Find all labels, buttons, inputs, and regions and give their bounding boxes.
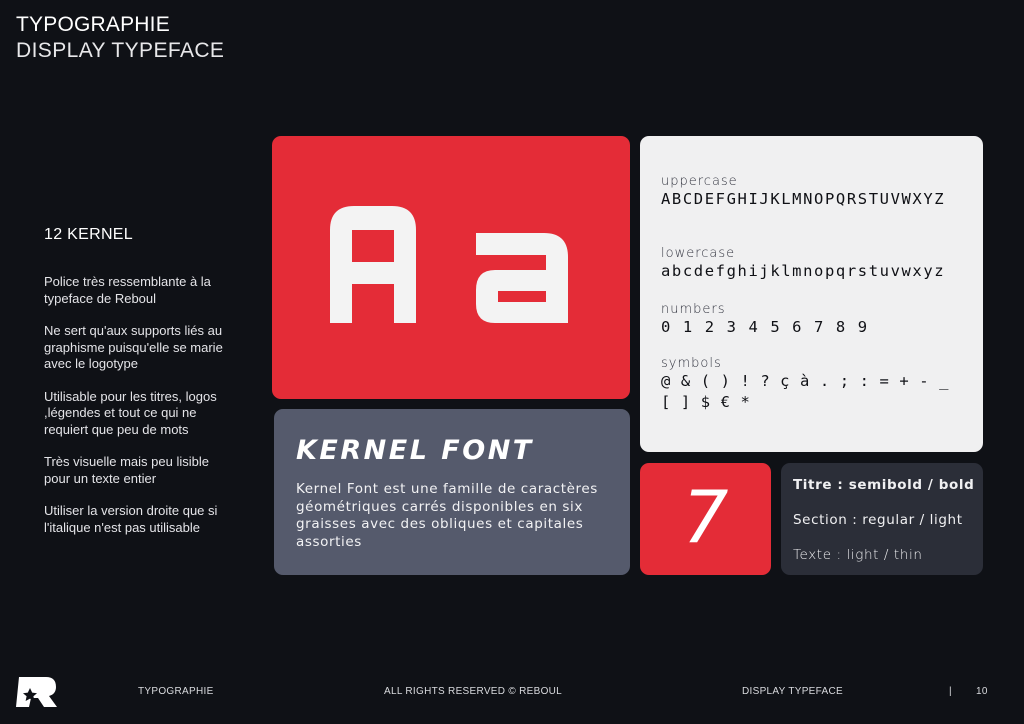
page-title: TYPOGRAPHIE	[16, 13, 170, 36]
numbers-block	[661, 302, 967, 338]
lowercase-block	[661, 246, 967, 282]
reboul-logo-icon	[16, 677, 58, 712]
footer-left: TYPOGRAPHIE	[138, 686, 214, 697]
weights-panel	[781, 463, 983, 575]
specimen-panel	[272, 136, 630, 399]
glyph-set-panel	[640, 136, 983, 452]
lowercase-glyphs: abcdefghijklmnopqrstuvwxyz	[661, 262, 946, 280]
symbols-label: symbols	[661, 356, 722, 371]
uppercase-label: uppercase	[661, 174, 738, 189]
symbols-block	[661, 356, 967, 413]
footer-center: ALL RIGHTS RESERVED © REBOUL	[384, 686, 563, 697]
sidebar	[44, 226, 234, 552]
weight-count: 7	[682, 475, 729, 559]
page-subtitle: DISPLAY TYPEFACE	[16, 39, 225, 62]
footer-separator: |	[949, 686, 952, 697]
font-name: KERNEL FONT	[296, 435, 534, 466]
numbers-label: numbers	[661, 302, 726, 317]
weight-count-panel	[640, 463, 771, 575]
weight-section-row: Section : regular / light	[793, 512, 963, 528]
uppercase-glyphs: ABCDEFGHIJKLMNOPQRSTUVWXYZ	[661, 190, 946, 208]
font-description: Kernel Font est une famille de caractères géométriques carrés disponibles en six graisses avec des obliques et capitales assorties	[296, 481, 598, 550]
font-info-panel	[274, 409, 630, 575]
page-number: 10	[976, 686, 988, 697]
uppercase-block	[661, 174, 967, 210]
section-title: 12 KERNEL	[44, 226, 133, 243]
symbols-glyphs: @ & ( ) ! ? ç à . ; : = + - _ [ ] $ € *	[661, 372, 950, 411]
sidebar-paragraph: Police très ressemblante à la typeface de Reboul	[44, 274, 211, 306]
weight-title-row: Titre : semibold / bold	[793, 477, 975, 493]
sidebar-paragraph: Utiliser la version droite que si l'italique n'est pas utilisable	[44, 503, 218, 535]
sidebar-paragraph: Ne sert qu'aux supports liés au graphisme puisqu'elle se marie avec le logotype	[44, 323, 223, 371]
lowercase-label: lowercase	[661, 246, 736, 261]
weight-text-row: Texte : light / thin	[793, 547, 923, 563]
sidebar-paragraph: Utilisable pour les titres, logos ,légendes et tout ce qui ne requiert que peu de mots	[44, 388, 217, 437]
page-header	[16, 12, 224, 64]
numbers-glyphs: 0 1 2 3 4 5 6 7 8 9	[661, 318, 869, 336]
specimen-glyph-aa	[330, 206, 570, 326]
footer-right: DISPLAY TYPEFACE	[742, 686, 843, 697]
sidebar-paragraph: Très visuelle mais peu lisible pour un texte entier	[44, 454, 209, 486]
